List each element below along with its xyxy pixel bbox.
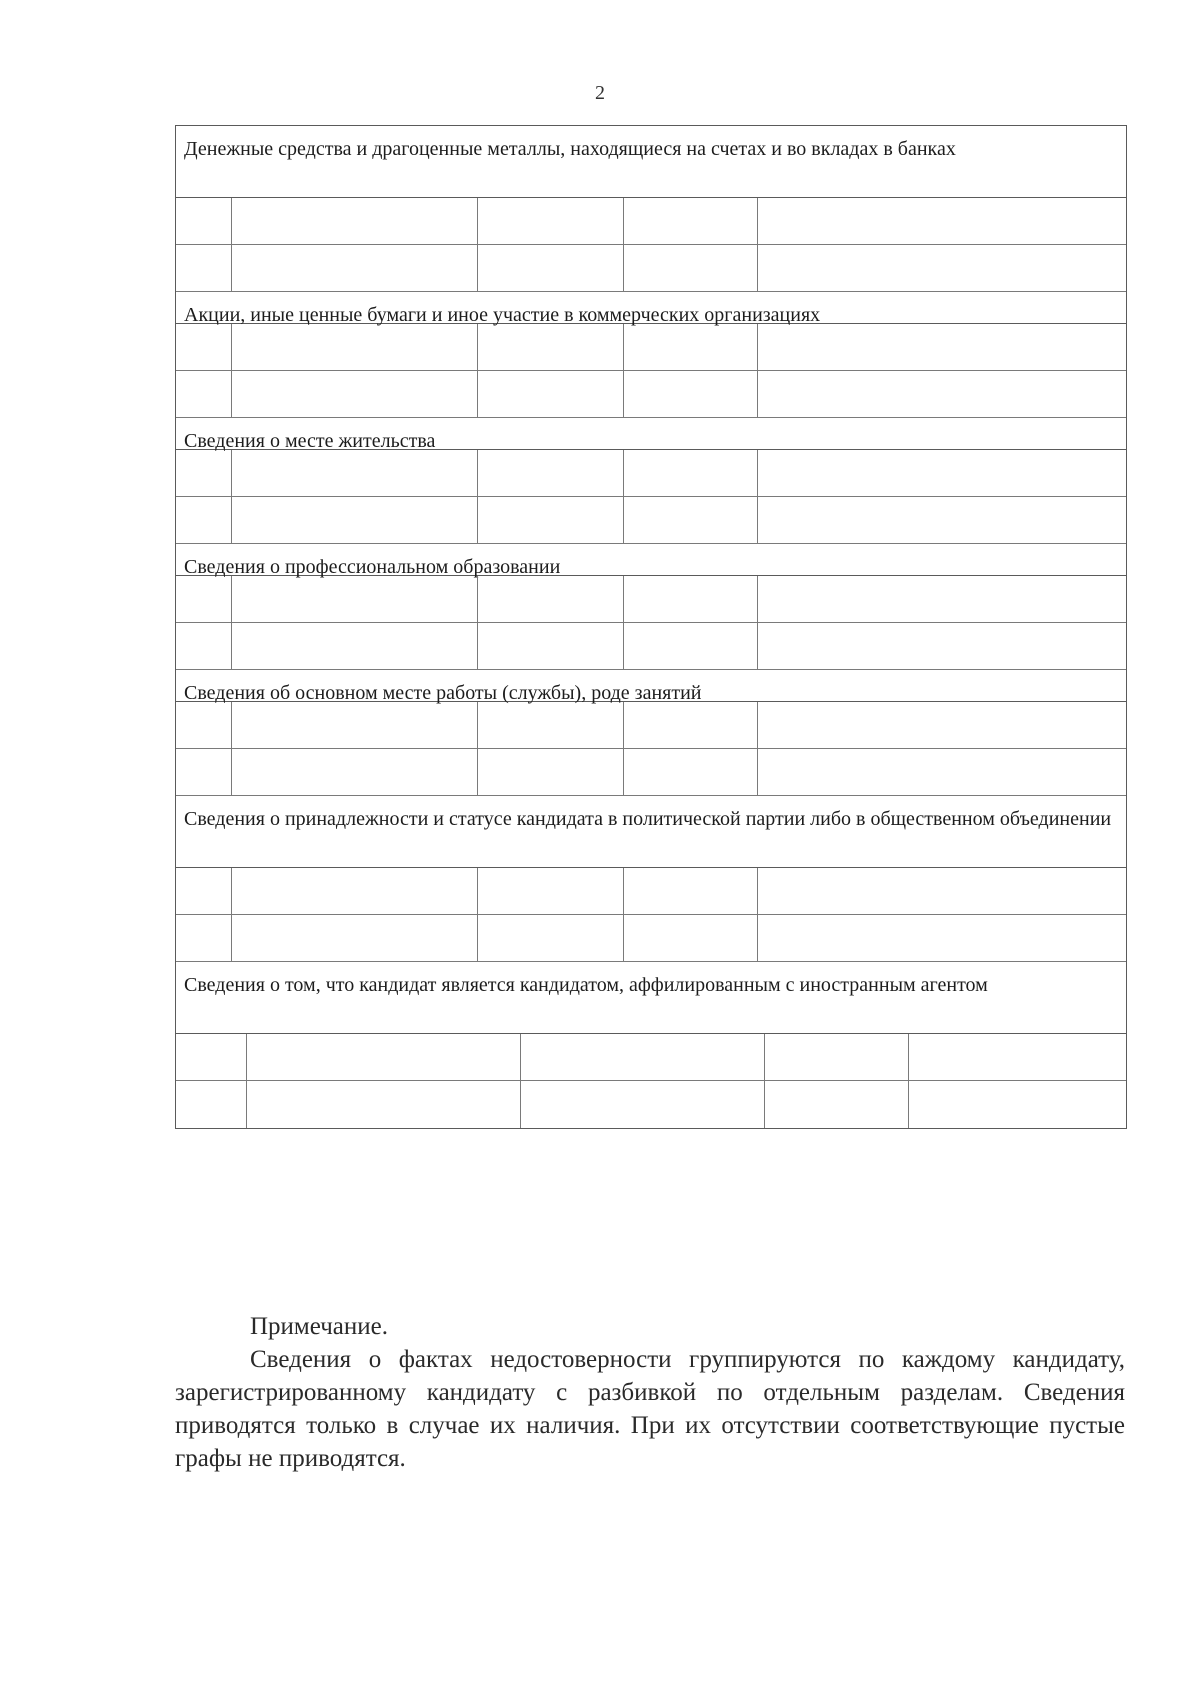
table-cell bbox=[176, 915, 232, 961]
table-cell bbox=[624, 450, 758, 496]
table-cell bbox=[176, 324, 232, 370]
section-header-foreign-agent: Сведения о том, что кандидат является кандидатом, аффилированным с иностранным агентом bbox=[176, 962, 1126, 1034]
table-cell bbox=[624, 576, 758, 622]
table-cell bbox=[624, 868, 758, 914]
table-cell bbox=[232, 915, 478, 961]
table-cell bbox=[765, 1034, 909, 1080]
table-row bbox=[176, 1081, 1126, 1128]
table-cell bbox=[232, 623, 478, 669]
table-cell bbox=[758, 497, 1126, 543]
table-row bbox=[176, 245, 1126, 292]
table-row bbox=[176, 576, 1126, 623]
note-body: Сведения о фактах недостоверности группируются по каждому кандидату, зарегистрированному кандидату с разбивкой по отдельным разделам. Сведения приводятся только в случае их наличия. При их отсутствии соответствующие пустые графы не приводятся. bbox=[175, 1346, 1125, 1472]
table-cell bbox=[247, 1081, 521, 1128]
table-cell bbox=[758, 245, 1126, 291]
table-row bbox=[176, 702, 1126, 749]
table-cell bbox=[176, 497, 232, 543]
table-cell bbox=[624, 245, 758, 291]
table-row bbox=[176, 497, 1126, 544]
table-row bbox=[176, 623, 1126, 670]
table-row bbox=[176, 324, 1126, 371]
table-cell bbox=[176, 1081, 247, 1128]
section-header-education: Сведения о профессиональном образовании bbox=[176, 544, 1126, 576]
table-cell bbox=[478, 245, 624, 291]
table-row bbox=[176, 749, 1126, 796]
table-cell bbox=[232, 198, 478, 244]
table-cell bbox=[765, 1081, 909, 1128]
table-cell bbox=[521, 1081, 765, 1128]
table-cell bbox=[478, 915, 624, 961]
table-cell bbox=[624, 623, 758, 669]
table-cell bbox=[478, 371, 624, 417]
table-cell bbox=[232, 371, 478, 417]
table-cell bbox=[624, 749, 758, 795]
table-cell bbox=[521, 1034, 765, 1080]
table-row bbox=[176, 915, 1126, 962]
table-cell bbox=[758, 749, 1126, 795]
table-cell bbox=[478, 324, 624, 370]
table-cell bbox=[232, 450, 478, 496]
table-cell bbox=[176, 198, 232, 244]
table-cell bbox=[478, 749, 624, 795]
section-header-residence: Сведения о месте жительства bbox=[176, 418, 1126, 450]
table-cell bbox=[624, 371, 758, 417]
table-cell bbox=[247, 1034, 521, 1080]
table-cell bbox=[176, 371, 232, 417]
note bbox=[175, 1310, 1125, 1475]
table-cell bbox=[478, 576, 624, 622]
table-cell bbox=[232, 868, 478, 914]
table-cell bbox=[478, 623, 624, 669]
table-cell bbox=[758, 450, 1126, 496]
section-header-bank-funds: Денежные средства и драгоценные металлы, находящиеся на счетах и во вкладах в банках bbox=[176, 126, 1126, 198]
table-cell bbox=[176, 749, 232, 795]
table-cell bbox=[909, 1034, 1126, 1080]
table-cell bbox=[758, 623, 1126, 669]
table-cell bbox=[232, 245, 478, 291]
table-cell bbox=[232, 749, 478, 795]
table-cell bbox=[176, 623, 232, 669]
table-cell bbox=[176, 1034, 247, 1080]
table-cell bbox=[758, 915, 1126, 961]
table-cell bbox=[176, 450, 232, 496]
table-cell bbox=[478, 450, 624, 496]
table-row bbox=[176, 868, 1126, 915]
table-cell bbox=[232, 324, 478, 370]
section-header-employment: Сведения об основном месте работы (службы), роде занятий bbox=[176, 670, 1126, 702]
note-title: Примечание. bbox=[250, 1313, 389, 1340]
table-cell bbox=[478, 702, 624, 748]
table-cell bbox=[232, 702, 478, 748]
table-row bbox=[176, 198, 1126, 245]
table-cell bbox=[909, 1081, 1126, 1128]
section-header-securities: Акции, иные ценные бумаги и иное участие в коммерческих организациях bbox=[176, 292, 1126, 324]
table-cell bbox=[232, 497, 478, 543]
table-cell bbox=[624, 915, 758, 961]
table-cell bbox=[624, 497, 758, 543]
table-cell bbox=[758, 198, 1126, 244]
section-header-party-membership: Сведения о принадлежности и статусе кандидата в политической партии либо в общественном объединении bbox=[176, 796, 1126, 868]
table-cell bbox=[758, 868, 1126, 914]
table-cell bbox=[478, 868, 624, 914]
table-cell bbox=[176, 702, 232, 748]
table-cell bbox=[176, 868, 232, 914]
table-cell bbox=[758, 324, 1126, 370]
table-row bbox=[176, 371, 1126, 418]
table-cell bbox=[624, 702, 758, 748]
table-cell bbox=[758, 576, 1126, 622]
page-number: 2 bbox=[595, 82, 605, 104]
table-cell bbox=[758, 371, 1126, 417]
table-cell bbox=[478, 198, 624, 244]
table-cell bbox=[478, 497, 624, 543]
table-cell bbox=[758, 702, 1126, 748]
table-cell bbox=[624, 198, 758, 244]
table-row bbox=[176, 450, 1126, 497]
table-cell bbox=[232, 576, 478, 622]
table-cell bbox=[176, 576, 232, 622]
table-cell bbox=[176, 245, 232, 291]
table-row bbox=[176, 1034, 1126, 1081]
facts-table bbox=[175, 125, 1127, 1129]
table-cell bbox=[624, 324, 758, 370]
